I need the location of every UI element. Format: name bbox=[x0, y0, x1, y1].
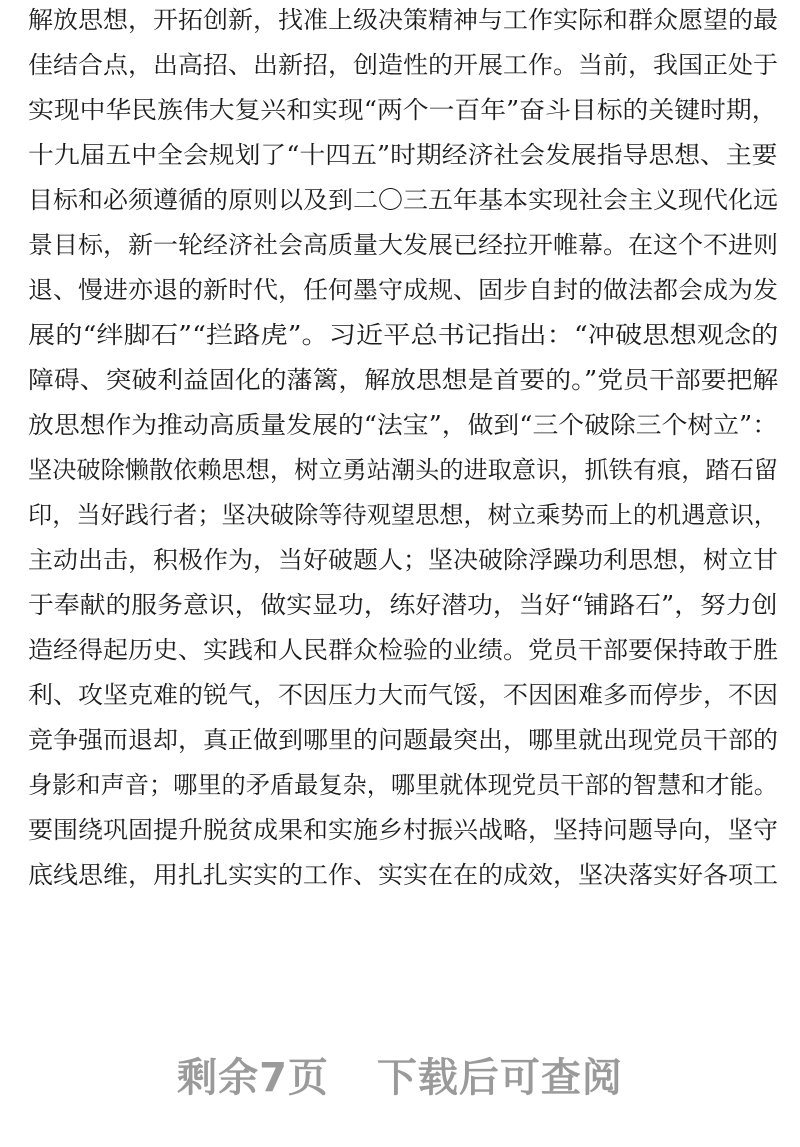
download-prompt[interactable] bbox=[0, 1046, 800, 1103]
text-line: 实现中华民族伟大复兴和实现“两个一百年”奋斗目标的关键时期， bbox=[28, 96, 778, 124]
text-line: 于奉献的服务意识，做实显功，练好潜功，当好“铺路石”，努力创 bbox=[28, 591, 778, 619]
text-line: 造经得起历史、实践和人民群众检验的业绩。党员干部要保持敢于胜 bbox=[28, 636, 778, 664]
text-line: 竞争强而退却，真正做到哪里的问题最突出，哪里就出现党员干部的 bbox=[28, 726, 778, 754]
text-line: 放思想作为推动高质量发展的“法宝”，做到“三个破除三个树立”： bbox=[28, 411, 779, 439]
remaining-pages-label: 剩余7页 bbox=[177, 1055, 329, 1101]
text-line: 退、慢进亦退的新时代，任何墨守成规、固步自封的做法都会成为发 bbox=[28, 276, 778, 304]
text-line: 景目标，新一轮经济社会高质量大发展已经拉开帷幕。在这个不进则 bbox=[28, 231, 778, 259]
text-line: 要围绕巩固提升脱贫成果和实施乡村振兴战略，坚持问题导向，坚守 bbox=[28, 816, 778, 844]
text-line: 障碍、突破利益固化的藩篱，解放思想是首要的。”党员干部要把解 bbox=[28, 366, 779, 394]
text-line: 底线思维，用扎扎实实的工作、实实在在的成效，坚决落实好各项工 bbox=[28, 861, 778, 889]
text-line: 目标和必须遵循的原则以及到二〇三五年基本实现社会主义现代化远 bbox=[28, 186, 778, 214]
text-line: 佳结合点，出高招、出新招，创造性的开展工作。当前，我国正处于 bbox=[28, 51, 778, 79]
text-line: 十九届五中全会规划了“十四五”时期经济社会发展指导思想、主要 bbox=[28, 141, 778, 169]
text-line: 展的“绊脚石”“拦路虎”。习近平总书记指出：“冲破思想观念的 bbox=[28, 321, 779, 349]
download-to-view-label: 下载后可查阅 bbox=[376, 1055, 623, 1101]
text-line: 坚决破除懒散依赖思想，树立勇站潮头的进取意识，抓铁有痕，踏石留 bbox=[28, 456, 778, 484]
text-line: 身影和声音；哪里的矛盾最复杂，哪里就体现党员干部的智慧和才能。 bbox=[28, 771, 778, 799]
text-line: 解放思想，开拓创新，找准上级决策精神与工作实际和群众愿望的最 bbox=[28, 6, 778, 34]
text-line: 利、攻坚克难的锐气，不因压力大而气馁，不因困难多而停步，不因 bbox=[28, 681, 778, 709]
text-line: 主动出击，积极作为，当好破题人；坚决破除浮躁功利思想，树立甘 bbox=[28, 546, 778, 574]
text-line: 印，当好践行者；坚决破除等待观望思想，树立乘势而上的机遇意识， bbox=[28, 501, 778, 529]
